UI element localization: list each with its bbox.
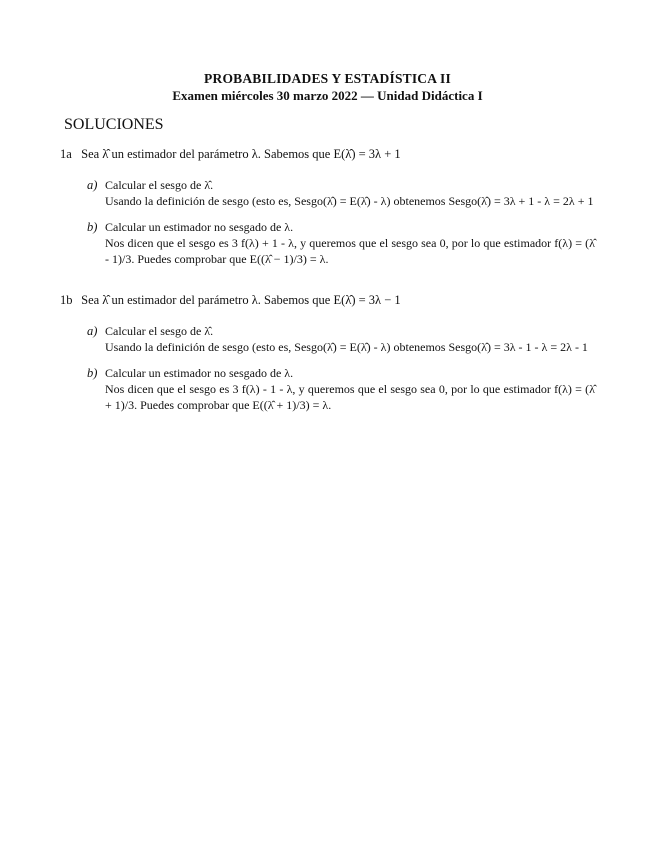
document-title: PROBABILIDADES Y ESTADÍSTICA II bbox=[204, 71, 451, 86]
document-subtitle: Examen miércoles 30 marzo 2022 — Unidad Didáctica I bbox=[172, 88, 483, 103]
item-question: Calcular un estimador no sesgado de λ. bbox=[105, 366, 294, 380]
problem-statement bbox=[60, 292, 600, 309]
problem-item-b bbox=[87, 219, 595, 267]
section-heading: SOLUCIONES bbox=[64, 116, 164, 133]
problem-number: 1b bbox=[60, 293, 73, 307]
problem-statement-text: Sea λ̂ un estimador del parámetro λ. Sabemos que E(λ̂) = 3λ − 1 bbox=[81, 293, 401, 307]
item-answer: Usando la definición de sesgo (esto es, Sesgo(λ̂) = E(λ̂) - λ) obtenemos Sesgo(λ̂) = 3λ - 1 - λ = 2λ - 1 bbox=[105, 340, 588, 354]
problem-item-a bbox=[87, 323, 595, 355]
item-answer: Usando la definición de sesgo (esto es, Sesgo(λ̂) = E(λ̂) - λ) obtenemos Sesgo(λ̂) = 3λ + 1 - λ = 2λ + 1 bbox=[105, 194, 594, 208]
document-header bbox=[0, 70, 655, 104]
item-question: Calcular un estimador no sesgado de λ. bbox=[105, 220, 294, 234]
item-question: Calcular el sesgo de λ̂. bbox=[105, 178, 214, 192]
item-question: Calcular el sesgo de λ̂. bbox=[105, 324, 214, 338]
problem-statement-text: Sea λ̂ un estimador del parámetro λ. Sabemos que E(λ̂) = 3λ + 1 bbox=[81, 147, 401, 161]
problem-item-b bbox=[87, 365, 595, 413]
problem-statement bbox=[60, 146, 600, 163]
item-answer: Nos dicen que el sesgo es 3 f(λ) - 1 - λ, y queremos que el sesgo sea 0, por lo que estimador f(λ) = (λ̂ + 1)/3. Puedes comprobar que E((λ̂ + 1)/3) = λ. bbox=[105, 382, 595, 412]
problem-number: 1a bbox=[60, 147, 72, 161]
problem-1b bbox=[60, 292, 600, 413]
item-label: b) bbox=[87, 220, 98, 234]
item-label: a) bbox=[87, 324, 98, 338]
item-answer: Nos dicen que el sesgo es 3 f(λ) + 1 - λ, y queremos que el sesgo sea 0, por lo que estimador f(λ) = (λ̂ - 1)/3. Puedes comprobar que E((λ̂ − 1)/3) = λ. bbox=[105, 236, 595, 266]
problem-1a bbox=[60, 146, 600, 267]
item-label: a) bbox=[87, 178, 98, 192]
problem-item-a bbox=[87, 177, 595, 209]
item-label: b) bbox=[87, 366, 98, 380]
